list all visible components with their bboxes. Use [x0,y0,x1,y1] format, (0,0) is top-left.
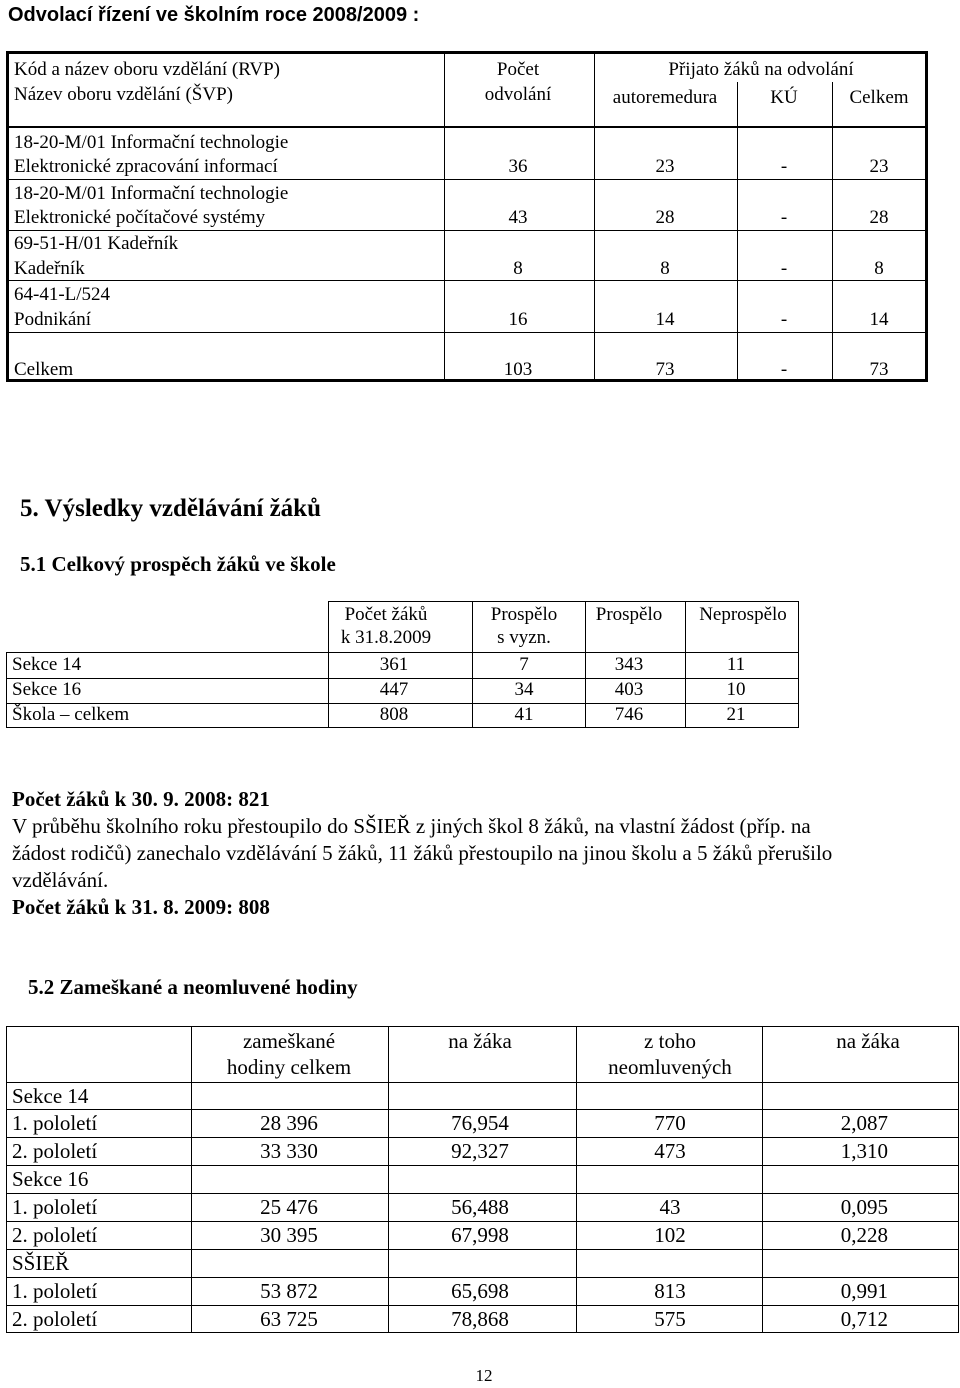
row-total: 23 [869,156,889,177]
row-name: Elektronické počítačové systémy [14,207,266,228]
row-per: 76,954 [451,1111,509,1135]
header-per-student: na žáka [448,1029,512,1053]
header-unexcused-line1: z toho [644,1029,696,1053]
row-code: 18-20-M/01 Informační technologie [14,132,289,153]
group-label: Sekce 16 [12,1167,89,1191]
appeal-title: Odvolací řízení ve školním roce 2008/2009 : [8,4,420,26]
row-auto: 8 [660,258,670,279]
header-failed: Neprospělo [699,604,787,625]
subsection-heading: 5.1 Celkový prospěch žáků ve škole [20,552,336,576]
header-hours-line1: zameškané [242,1029,336,1053]
col-divider [594,54,595,379]
header-count-line2: odvolání [484,84,552,105]
row-hours: 25 476 [260,1195,318,1219]
row-code: 69-51-H/01 Kadeřník [14,233,179,254]
row-divider [6,1165,959,1166]
row-label: Škola – celkem [12,704,130,725]
row-passed: 403 [614,679,644,700]
row-ku: - [780,156,788,177]
row-per: 56,488 [451,1195,509,1219]
row-failed: 10 [726,679,746,700]
row-term: 2. pololetí [12,1223,98,1247]
row-hours: 33 330 [260,1139,318,1163]
row-count: 447 [379,679,409,700]
row-unexcused: 102 [654,1223,686,1247]
col-divider [798,601,799,728]
row-passed: 343 [614,654,644,675]
row-divider [9,332,925,333]
row-term: 2. pololetí [12,1139,98,1163]
row-unexcused: 575 [654,1307,686,1331]
row-count: 43 [508,207,528,228]
header-accepted: Přijato žáků na odvolání [668,59,854,80]
subsection-heading: 5.2 Zameškané a neomluvené hodiny [28,975,358,999]
row-term: 2. pololetí [12,1307,98,1331]
absence-table [6,1026,959,1333]
header-distinction-line1: Prospělo [490,604,558,625]
col-divider [191,1026,192,1333]
col-divider [6,1026,7,1333]
row-distinction: 7 [519,654,529,675]
row-count: 361 [379,654,409,675]
row-divider [6,1332,959,1333]
row-count: 8 [513,258,523,279]
row-name: Elektronické zpracování informací [14,156,278,177]
row-passed: 746 [614,704,644,725]
row-code: 64-41-L/524 [14,284,111,305]
row-per-unexcused: 0,712 [840,1307,888,1331]
page-number: 12 [475,1366,493,1385]
total-ku: - [780,359,788,380]
row-per-unexcused: 0,095 [840,1195,888,1219]
total-count: 103 [503,359,533,380]
col-divider [328,601,329,728]
appeal-table [6,51,928,382]
row-divider [6,727,799,728]
header-count-line1: Počet žáků [344,604,428,625]
header-total: Celkem [849,87,909,108]
col-divider [685,601,686,728]
notes-line: vzdělávání. [12,868,109,892]
header-distinction-line2: s vyzn. [497,627,551,648]
header-per-student-unexcused: na žáka [836,1029,900,1053]
header-autoremedura: autoremedura [612,87,718,108]
row-label: Sekce 16 [12,679,82,700]
row-distinction: 34 [514,679,534,700]
row-count: 16 [508,309,528,330]
row-auto: 23 [655,156,675,177]
header-hours-line2: hodiny celkem [226,1055,352,1079]
total-label: Celkem [14,359,74,380]
row-ku: - [780,258,788,279]
results-table [6,601,799,728]
row-divider [6,1082,959,1083]
row-hours: 28 396 [260,1111,318,1135]
row-per: 67,998 [451,1223,509,1247]
row-total: 8 [874,258,884,279]
col-divider [388,1026,389,1333]
row-per-unexcused: 2,087 [840,1111,888,1135]
row-unexcused: 43 [659,1195,681,1219]
row-divider [9,280,925,281]
row-term: 1. pololetí [12,1279,98,1303]
row-unexcused: 813 [654,1279,686,1303]
row-divider [9,179,925,180]
group-label: SŠIEŘ [12,1251,70,1275]
row-divider [6,1026,959,1027]
header-field-line1: Kód a název oboru vzdělání (RVP) [14,59,280,80]
row-code: 18-20-M/01 Informační technologie [14,183,289,204]
row-per-unexcused: 0,228 [840,1223,888,1247]
col-divider [958,1026,959,1333]
row-per: 78,868 [451,1307,509,1331]
row-name: Podnikání [14,309,92,330]
header-unexcused-line2: neomluvených [608,1055,732,1079]
row-name: Kadeřník [14,258,85,279]
row-divider [6,1249,959,1250]
row-auto: 14 [655,309,675,330]
col-divider [6,652,7,728]
row-per: 65,698 [451,1279,509,1303]
row-term: 1. pololetí [12,1111,98,1135]
row-failed: 11 [726,654,746,675]
row-per-unexcused: 1,310 [840,1139,888,1163]
row-divider [9,230,925,231]
group-label: Sekce 14 [12,1084,89,1108]
row-ku: - [780,309,788,330]
row-failed: 21 [726,704,746,725]
col-divider [585,601,586,728]
col-divider [444,54,445,379]
row-term: 1. pololetí [12,1195,98,1219]
row-unexcused: 473 [654,1139,686,1163]
row-count: 36 [508,156,528,177]
row-total: 14 [869,309,889,330]
notes-line: žádost rodičů) zanechalo vzdělávání 5 žáků, 11 žáků přestoupilo na jinou školu a 5 žáků přerušilo [12,841,833,865]
row-auto: 28 [655,207,675,228]
row-divider [328,601,799,602]
col-divider [576,1026,577,1333]
header-field-line2: Název oboru vzdělání (ŠVP) [14,84,233,105]
header-ku: KÚ [770,87,798,108]
header-divider [9,126,925,128]
header-passed: Prospělo [595,604,663,625]
col-divider [762,1026,763,1333]
col-divider [472,601,473,728]
end-count: Počet žáků k 31. 8. 2009: 808 [12,895,270,919]
row-hours: 63 725 [260,1307,318,1331]
row-hours: 30 395 [260,1223,318,1247]
row-total: 28 [869,207,889,228]
total-total: 73 [869,359,889,380]
total-auto: 73 [655,359,675,380]
row-hours: 53 872 [260,1279,318,1303]
row-per: 92,327 [451,1139,509,1163]
start-count: Počet žáků k 30. 9. 2008: 821 [12,787,270,811]
row-ku: - [780,207,788,228]
row-label: Sekce 14 [12,654,82,675]
section-heading: 5. Výsledky vzdělávání žáků [20,495,321,522]
header-count-line1: Počet [496,59,540,80]
row-count: 808 [379,704,409,725]
notes-line: V průběhu školního roku přestoupilo do SŠIEŘ z jiných škol 8 žáků, na vlastní žádost (příp. na [12,814,811,838]
row-unexcused: 770 [654,1111,686,1135]
header-count-line2: k 31.8.2009 [340,627,432,648]
row-distinction: 41 [514,704,534,725]
row-per-unexcused: 0,991 [840,1279,888,1303]
